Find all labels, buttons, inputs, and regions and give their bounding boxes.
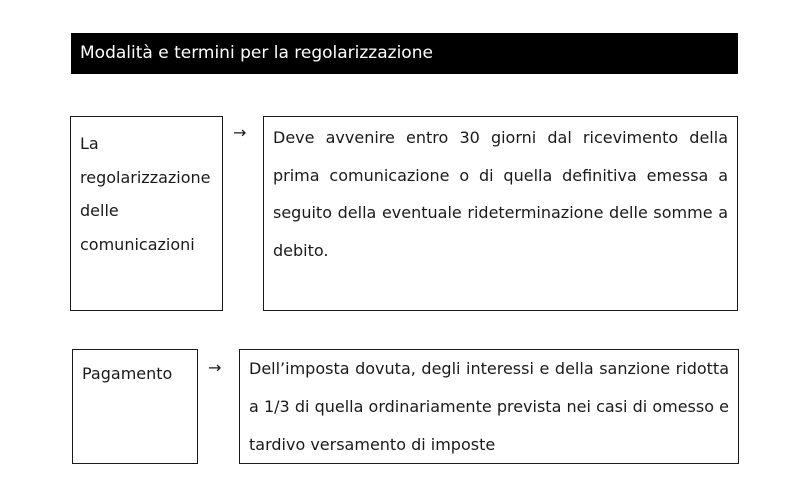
arrow-right-icon: → (233, 123, 247, 142)
row-label-pagamento: Pagamento (72, 349, 198, 464)
row-description-pagamento: Dell’imposta dovuta, degli interessi e della sanzione ridotta a 1/3 di quella ordinariamente prevista nei casi di omesso e tardivo versamento di imposte (239, 349, 739, 464)
row-label-regolarizzazione: La regolarizzazione delle comunicazioni (70, 116, 223, 311)
section-title: Modalità e termini per la regolarizzazione (71, 33, 738, 74)
row-description-regolarizzazione: Deve avvenire entro 30 giorni dal ricevimento della prima comunicazione o di quella definitiva emessa a seguito della eventuale rideterminazione delle somme a debito. (263, 116, 738, 311)
arrow-right-icon: → (208, 358, 222, 377)
